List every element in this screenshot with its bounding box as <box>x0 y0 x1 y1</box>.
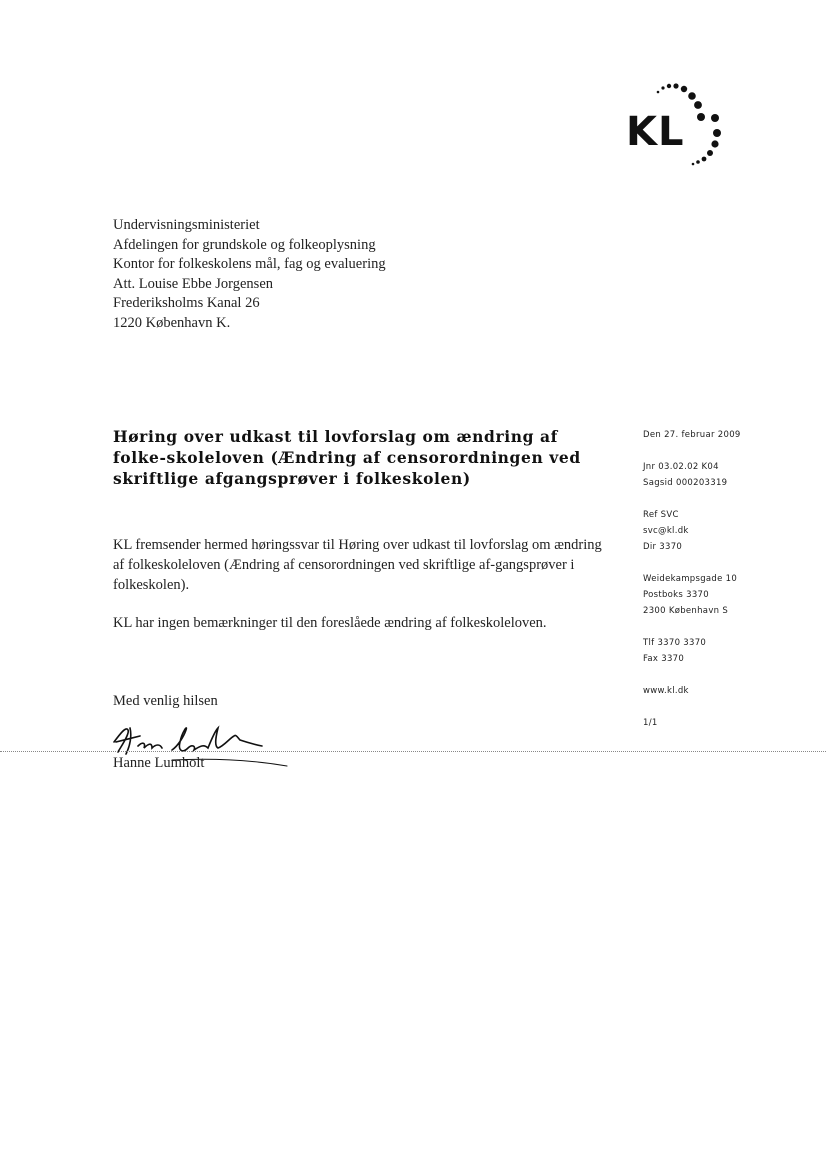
sidebar-tlf: Tlf 3370 3370 <box>643 638 707 648</box>
address-line: Frederiksholms Kanal 26 <box>113 295 260 311</box>
body-paragraph-1: KL fremsender hermed høringssvar til Høring over udkast til lovforslag om ændring af folkeskoleloven (Ændring af censorordningen ved skriftlige af-gangsprøver i folkeskolen). <box>113 537 602 593</box>
sidebar-dir: Dir 3370 <box>643 542 683 552</box>
sidebar-ref: Ref SVC <box>643 510 679 520</box>
sidebar-sagsid: Sagsid 000203319 <box>643 478 728 488</box>
kl-logo <box>620 80 730 170</box>
closing-greeting: Med venlig hilsen <box>113 693 218 709</box>
recipient-address <box>113 216 386 333</box>
sidebar-city: 2300 København S <box>643 606 729 616</box>
sidebar-email: svc@kl.dk <box>643 526 689 536</box>
address-line: Afdelingen for grundskole og folkeoplysning <box>113 236 376 253</box>
letter-subject: Høring over udkast til lovforslag om ændring af folke-skoleloven (Ændring af censorordningen ved skriftlige afgangsprøver i folkeskolen) <box>113 427 581 488</box>
sidebar-web: www.kl.dk <box>643 686 689 696</box>
address-line: Undervisningsministeriet <box>113 217 260 233</box>
sidebar-date: Den 27. februar 2009 <box>643 430 741 440</box>
sidebar-fax: Fax 3370 <box>643 654 685 664</box>
sidebar-street: Weidekampsgade 10 <box>643 574 738 584</box>
fold-line <box>0 751 826 752</box>
body-paragraph-2: KL har ingen bemærkninger til den foreslåede ændring af folkeskoleloven. <box>113 615 547 631</box>
signer-name: Hanne Lumholt <box>113 755 205 771</box>
address-line: Kontor for folkeskolens mål, fag og evaluering <box>113 256 386 272</box>
sidebar-page-number: 1/1 <box>643 718 658 728</box>
address-line: 1220 København K. <box>113 314 231 331</box>
sidebar-postbox: Postboks 3370 <box>643 590 709 600</box>
address-line: Att. Louise Ebbe Jorgensen <box>113 275 274 292</box>
sidebar-jnr: Jnr 03.02.02 K04 <box>643 462 719 472</box>
logo-text: KL <box>626 109 685 155</box>
